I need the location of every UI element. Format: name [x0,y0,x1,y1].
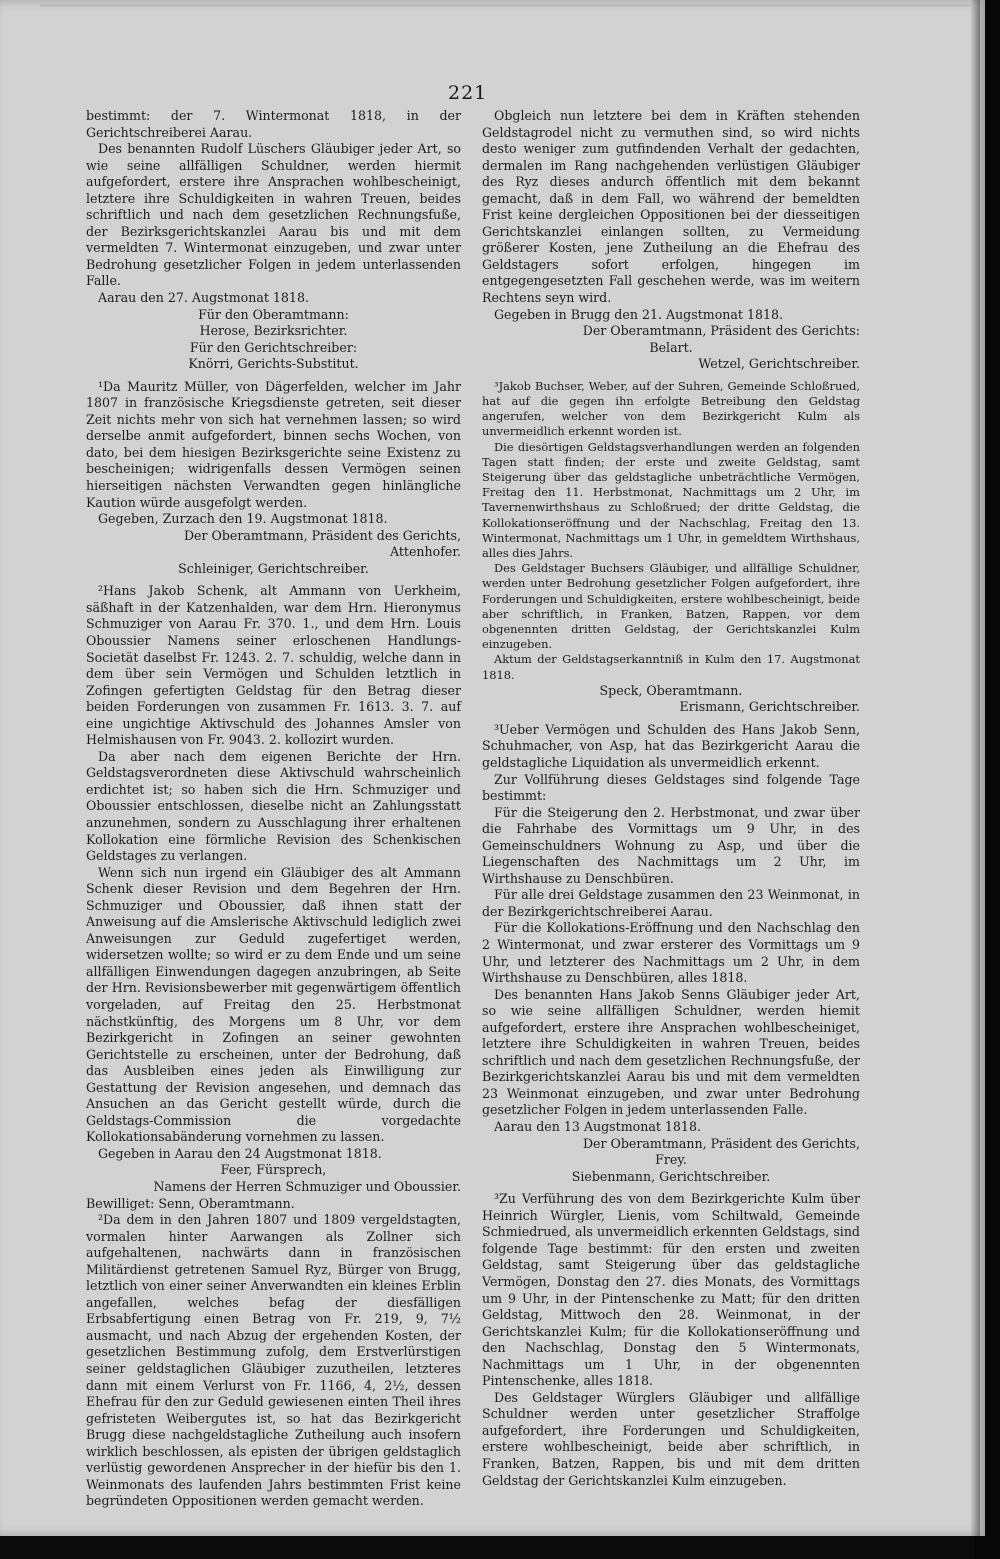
paragraph: Erismann, Gerichtschreiber. [679,699,860,715]
paragraph: Für alle drei Geldstage zusammen den 23 Weinmonat, in der Bezirkgerichtschreiberei Aarau. [482,887,860,919]
right-column [482,108,860,1489]
paragraph: ²Da dem in den Jahren 1807 und 1809 vergeldstagten, vormalen hinter Aarwangen als Zollner sich aufgehaltenen, nachwärts dann in französischen Militärdienst getretenen Samuel Ryz, Bürger von Brugg, letztlich von einer seiner Anverwandten ein kleines Erblin angefallen, welches befag der diesfälligen Erbsabfertigung einen Betrag von Fr. 219, 9, 7½ ausmacht, und nach Abzug der ergehenden Kosten, der gesetzlichen Bestimmung zufolg, dem Erstverlürstigen seiner geldstaglichen Gläubiger zuzutheilen, letzteres dann mit einem Verlurst von Fr. 1166, 4, 2½, dessen Ehefrau für den zur Geduld gewiesenen einten Theil ihres gefristeten Weibergutes ist, so hat das Bezirkgericht Brugg diese nachgeldstagliche Zutheilung auch insofern wirklich beschlossen, als episten der übrigen geldstaglich verlüstig gewordenen Ansprecher in der hiefür bis den 1. Weinmonats des laufenden Jahrs bestimmten Frist keine begründeten Oppositionen werden gemacht werden. [86,1212,461,1509]
paragraph: Belart. [649,339,693,355]
paragraph: Der Oberamtmann, Präsident des Gerichts, [183,527,461,543]
paragraph: Gegeben, Zurzach den 19. Augstmonat 1818. [98,511,388,527]
paragraph: Zur Vollführung dieses Geldstages sind folgende Tage bestimmt: [482,771,860,804]
paper-edge [40,4,970,7]
paragraph: Herose, Bezirksrichter. [199,323,348,339]
paragraph: ³Ueber Vermögen und Schulden des Hans Jakob Senn, Schuhmacher, von Asp, hat das Bezirkgericht Aarau die geldstagliche Liquidation als unvermeidlich erkennt. [482,721,860,770]
paragraph: Da aber nach dem eigenen Berichte der Hrn. Geldstagsverordneten diese Aktivschuld wahrscheinlich erdichtet ist; so haben sich die Hrn. Schmuziger und Oboussier entschlossen, dieselbe nicht an Zahlungsstatt anzunehmen, sondern zu Ausschlagung ihrer erhaltenen Kollokation eine förmliche Revision des Schenkischen Geldstages zu verlangen. [86,748,461,864]
paragraph: Wenn sich nun irgend ein Gläubiger des alt Ammann Schenk dieser Revision und dem Begehren der Hrn. Schmuziger und Oboussier, daß ihnen statt der Anweisung auf die Amslerische Aktivschuld lediglich zwei Anweisungen zur Geduld zugefertiget werden, widersetzen wollte; so wird er zu dem Ende und um seine allfälligen Einwendungen dagegen anzubringen, ab Seite der Hrn. Revisionsbewerber mit gegenwärtigem öffentlich vorgeladen, auf Freitag den 25. Herbstmonat nächstkünftig, des Morgens um 8 Uhr, vor dem Bezirkgericht in Zofingen an seiner gewohnten Gerichtstelle zu erscheinen, unter der Bedrohung, daß das Ausbleiben eines jeden als Einwilligung zur Gestattung der Revision angesehen, und demnach das Ansuchen an das Gericht gestellt würde, durch die Geldstags-Commission die vorgedachte Kollokationsabänderung vornehmen zu lassen. [86,864,461,1145]
paragraph: Speck, Oberamtmann. [599,682,743,698]
paragraph: Feer, Fürsprech, [220,1162,327,1178]
paragraph: Die diesörtigen Geldstagsverhandlungen werden an folgenden Tagen statt finden; der erste und zweite Geldstag, samt Steigerung über das geldstagliche unbeträchtliche Vermögen, Freitag den 11. Herbstmonat, Nachmittags um 2 Uhr, im Tavernenwirthshaus zu Schloßrued; der dritte Geldstag, die Kollokationseröffnung und der Nachschlag, Freitag den 13. Wintermonat, Nachmittags um 1 Uhr, in gemeldtem Wirthshaus, alles dies Jahrs. [482,439,860,560]
paragraph: Für die Steigerung den 2. Herbstmonat, und zwar über die Fahrhabe des Vormittags um 9 Uhr, in des Gemeinschuldners Wohnung zu Asp, und über die Liegenschaften des Nachmittags um 2 Uhr, im Wirthshause zu Denschbüren. [482,804,860,886]
paragraph: Für die Kollokations-Eröffnung und den Nachschlag den 2 Wintermonat, und zwar ersterer des Vormittags um 9 Uhr, und letzterer des Nachmittags um 2 Uhr, in dem Wirthshause zu Denschbüren, alles 1818. [482,920,860,986]
paragraph: Der Oberamtmann, Präsident des Gerichts, [582,1135,860,1151]
paragraph: Gegeben in Aarau den 24 Augstmonat 1818. [98,1145,382,1161]
paragraph: Frey. [655,1152,687,1168]
paragraph: ²Hans Jakob Schenk, alt Ammann von Uerkheim, säßhaft in der Katzenhalden, war dem Hrn. Hieronymus Schmuziger von Aarau Fr. 370. 1., und dem Hrn. Louis Oboussier Namens seiner erloschenen Handlungs-Societät daselbst Fr. 1243. 2. 7. schuldig, welche dann in dem über sein Vermögen und Schulden letztlich in Zofingen gefertigten Geldstag für den Betrag dieser beiden Forderungen von zusammen Fr. 1613. 3. 7. auf eine ungichtige Aktivschuld des Johannes Amsler von Helmishausen von Fr. 9043. 2. kollozirt wurden. [86,583,461,748]
paragraph: ³Zu Verführung des von dem Bezirkgerichte Kulm über Heinrich Würgler, Lienis, vom Schiltwald, Gemeinde Schmiedrued, als unvermeidlich erkennten Geldstags, sind folgende Tage bestimmt: für den ersten und zweiten Geldstag, samt Steigerung über das geldstagliche Vermögen, Donstag den 27. dies Monats, des Vormittags um 9 Uhr, in der Pintenschenke zu Matt; für den dritten Geldstag, Mittwoch den 28. Weinmonat, in der Gerichtskanzlei Kulm; für die Kollokationseröffnung und den Nachschlag, Donstag den 5 Wintermonats, Nachmittags um 1 Uhr, in der obgenennten Pintenschenke, alles 1818. [482,1191,860,1389]
paragraph: Attenhofer. [389,544,461,560]
left-column [86,108,461,1510]
paragraph: Obgleich nun letztere bei dem in Kräften stehenden Geldstagrodel nicht zu vermuthen sind, so wird nichts desto weniger zum gutfindenden Verhalt der gedachten, dermalen im Rang nachgehenden verlüstigen Gläubiger des Ryz dieses andurch öffentlich mit dem bekannt gemacht, daß in dem Fall, wo während der bemeldten Frist keine dergleichen Oppositionen bei der diesseitigen Gerichtskanzlei einlangen sollten, zu Vermeidung größerer Kosten, jene Zutheilung an die Ehefrau des Geldstagers sofort erfolgen, hingegen im entgegengesetzten Fall geschehen werde, was im weitern Rechtens seyn wird. [482,108,860,306]
paragraph: Namens der Herren Schmuziger und Oboussier. [153,1179,461,1194]
paragraph: bestimmt: der 7. Wintermonat 1818, in der Gerichtschreiberei Aarau. [86,108,461,140]
paragraph: Der Oberamtmann, Präsident des Gerichts: [582,323,860,339]
paragraph: Des benannten Rudolf Lüschers Gläubiger jeder Art, so wie seine allfälligen Schuldner, werden hiermit aufgefordert, erstere ihre Ansprachen wohlbescheinigt, letztere ihre Schuldigkeiten in wahren Treuen, beides schriftlich und nach dem gesetzlichen Rechnungsfuße, der Bezirksgerichtskanzlei Aarau bis und mit dem vermeldten 7. Wintermonat einzugeben, und zwar unter Bedrohung gesetzlicher Folgen in jedem unterlassenden Falle. [86,141,461,289]
page-fold-shadow [970,0,980,1536]
paragraph: Des benannten Hans Jakob Senns Gläubiger jeder Art, so wie seine allfälligen Schuldner, werden hiemit aufgefordert, erstere ihre Ansprachen wohlbescheiniget, letztere ihre Schuldigkeiten in wahren Treuen, beides schriftlich und nach dem gesetzlichen Rechnungsfuße, der Bezirkgerichtskanzlei Aarau bis und mit dem vermeldten 23 Weinmonat einzugeben, und zwar unter Bedrohung gesetzlicher Folgen in jedem unterlassenden Falle. [482,986,860,1118]
paragraph: Des Geldstager Buchsers Gläubiger, und allfällige Schuldner, werden unter Bedrohung gesetzlicher Folgen aufgefordert, ihre Forderungen und Schuldigkeiten, erstere wohlbescheinigt, beide aber schriftlich, in Franken, Batzen, Rappen, vor dem obgenennten dritten Geldstag, der Gerichtskanzlei Kulm einzugeben. [482,561,860,652]
paragraph: Des Geldstager Würglers Gläubiger und allfällige Schuldner werden unter gesetzlicher Straffolge aufgefordert, ihre Forderungen und Schuldigkeiten, erstere wohlbescheinigt, beide aber schriftlich, in Franken, Batzen, Rappen, bis und mit dem dritten Geldstag der Gerichtskanzlei Kulm einzugeben. [482,1389,860,1488]
page-number: 221 [448,82,488,104]
paragraph: Gegeben in Brugg den 21. Augstmonat 1818. [494,306,784,322]
paragraph: Für den Gerichtschreiber: [189,339,358,355]
paragraph: ¹Da Mauritz Müller, von Dägerfelden, welcher im Jahr 1807 in französische Kriegsdienste getreten, seit dieser Zeit nichts mehr von sich hat vernehmen lassen; so wird derselbe anmit aufgefordert, binnen sechs Wochen, von dato, bei dem hiesigen Bezirksgerichte seine Existenz zu bescheinigen; widrigenfalls dessen Vermögen seinen hierseitigen nächsten Verwandten gegen hinlängliche Kaution würde ausgefolgt werden. [86,378,461,510]
paragraph: Siebenmann, Gerichtschreiber. [571,1168,771,1184]
paragraph: Aarau den 13 Augstmonat 1818. [494,1119,701,1135]
paragraph: Für den Oberamtmann: [198,306,349,322]
paragraph: Schleiniger, Gerichtschreiber. [178,560,369,576]
paragraph: Aktum der Geldstagserkanntniß in Kulm den 17. Augstmonat 1818. [482,652,860,682]
paragraph: Knörri, Gerichts-Substitut. [188,356,359,372]
paragraph: Wetzel, Gerichtschreiber. [698,356,860,372]
paragraph: ³Jakob Buchser, Weber, auf der Suhren, Gemeinde Schloßrued, hat auf die gegen ihn erfolgte Betreibung den Geldstag angerufen, welcher von dem Bezirkgericht Kulm als unvermeidlich erkennt worden ist. [482,378,860,439]
paragraph: Aarau den 27. Augstmonat 1818. [98,290,309,306]
paragraph: Bewilliget: Senn, Oberamtmann. [86,1195,295,1211]
